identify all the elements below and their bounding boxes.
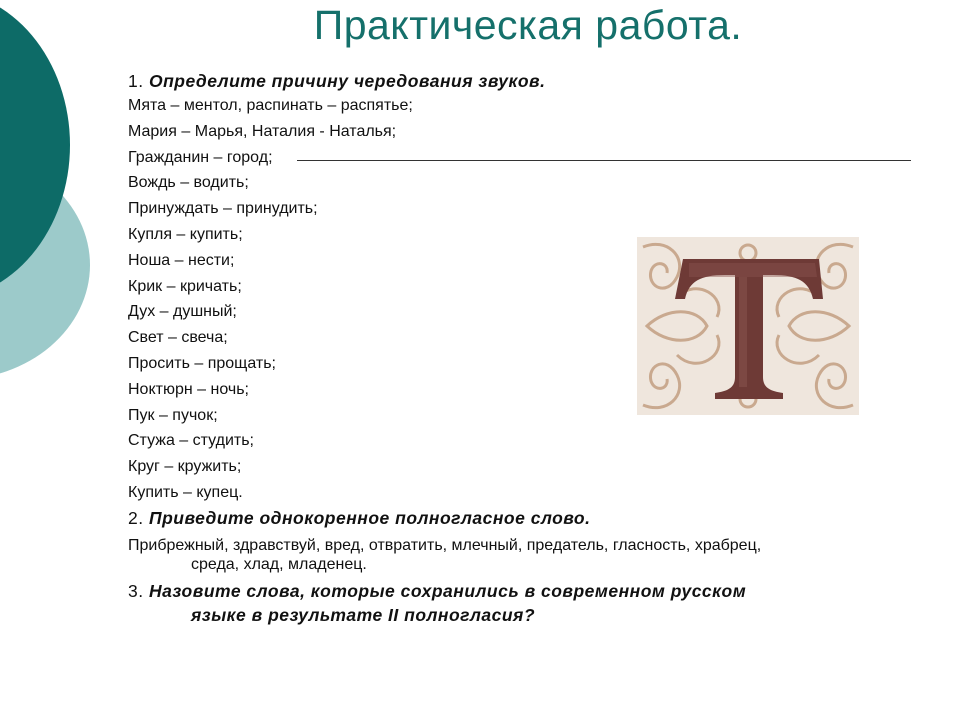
task-2-heading: [128, 506, 908, 530]
word-pair-line: Дух – душный;: [128, 303, 237, 321]
word-pair-line: Вождь – водить;: [128, 174, 249, 192]
task-3-question-line-1: Назовите слова, которые сохранились в современном русском: [148, 580, 747, 601]
word-pair-line: Ноша – нести;: [128, 251, 235, 269]
task-2-word-list: [128, 536, 908, 574]
word-pair-line: Свет – свеча;: [128, 329, 228, 347]
task-1-number: 1.: [128, 71, 144, 91]
task-1-heading: [128, 69, 908, 93]
word-pair-line: Купить – купец.: [128, 483, 243, 501]
ornamental-letter-t-image: [637, 237, 859, 415]
word-pair-line: Купля – купить;: [128, 225, 243, 243]
word-pair-line: Мята – ментол, распинать – распятье;: [128, 97, 413, 114]
word-pair-line: Гражданин – город;: [128, 148, 273, 166]
word-pair-line: Круг – кружить;: [128, 458, 242, 476]
task-3-number: 3.: [128, 580, 144, 601]
task-2-number: 2.: [128, 507, 144, 528]
task-2-question: Приведите однокоренное полногласное слово.: [148, 507, 591, 528]
word-pair-line: Принуждать – принудить;: [128, 200, 318, 218]
task-3-heading: [128, 579, 908, 627]
word-pair-line: Мария – Марья, Наталия - Наталья;: [128, 122, 397, 140]
word-pair-line: Стужа – студить;: [128, 432, 254, 450]
word-pair-line: Просить – прощать;: [128, 354, 276, 372]
task-2-words-line-2: среда, хлад, младенец.: [191, 555, 367, 573]
word-pair-line: Крик – кричать;: [128, 277, 242, 295]
word-pair-line: Пук – пучок;: [128, 406, 218, 424]
slide-title: Практическая работа.: [313, 2, 743, 48]
task-3-question-line-2: языке в результате II полногласия?: [191, 604, 536, 625]
task-2-words-line-1: Прибрежный, здравствуй, вред, отвратить, млечный, предатель, гласность, храбрец,: [128, 536, 762, 554]
word-pair-line: Ноктюрн – ночь;: [128, 380, 249, 398]
task-1-question: Определите причину чередования звуков.: [148, 71, 546, 91]
